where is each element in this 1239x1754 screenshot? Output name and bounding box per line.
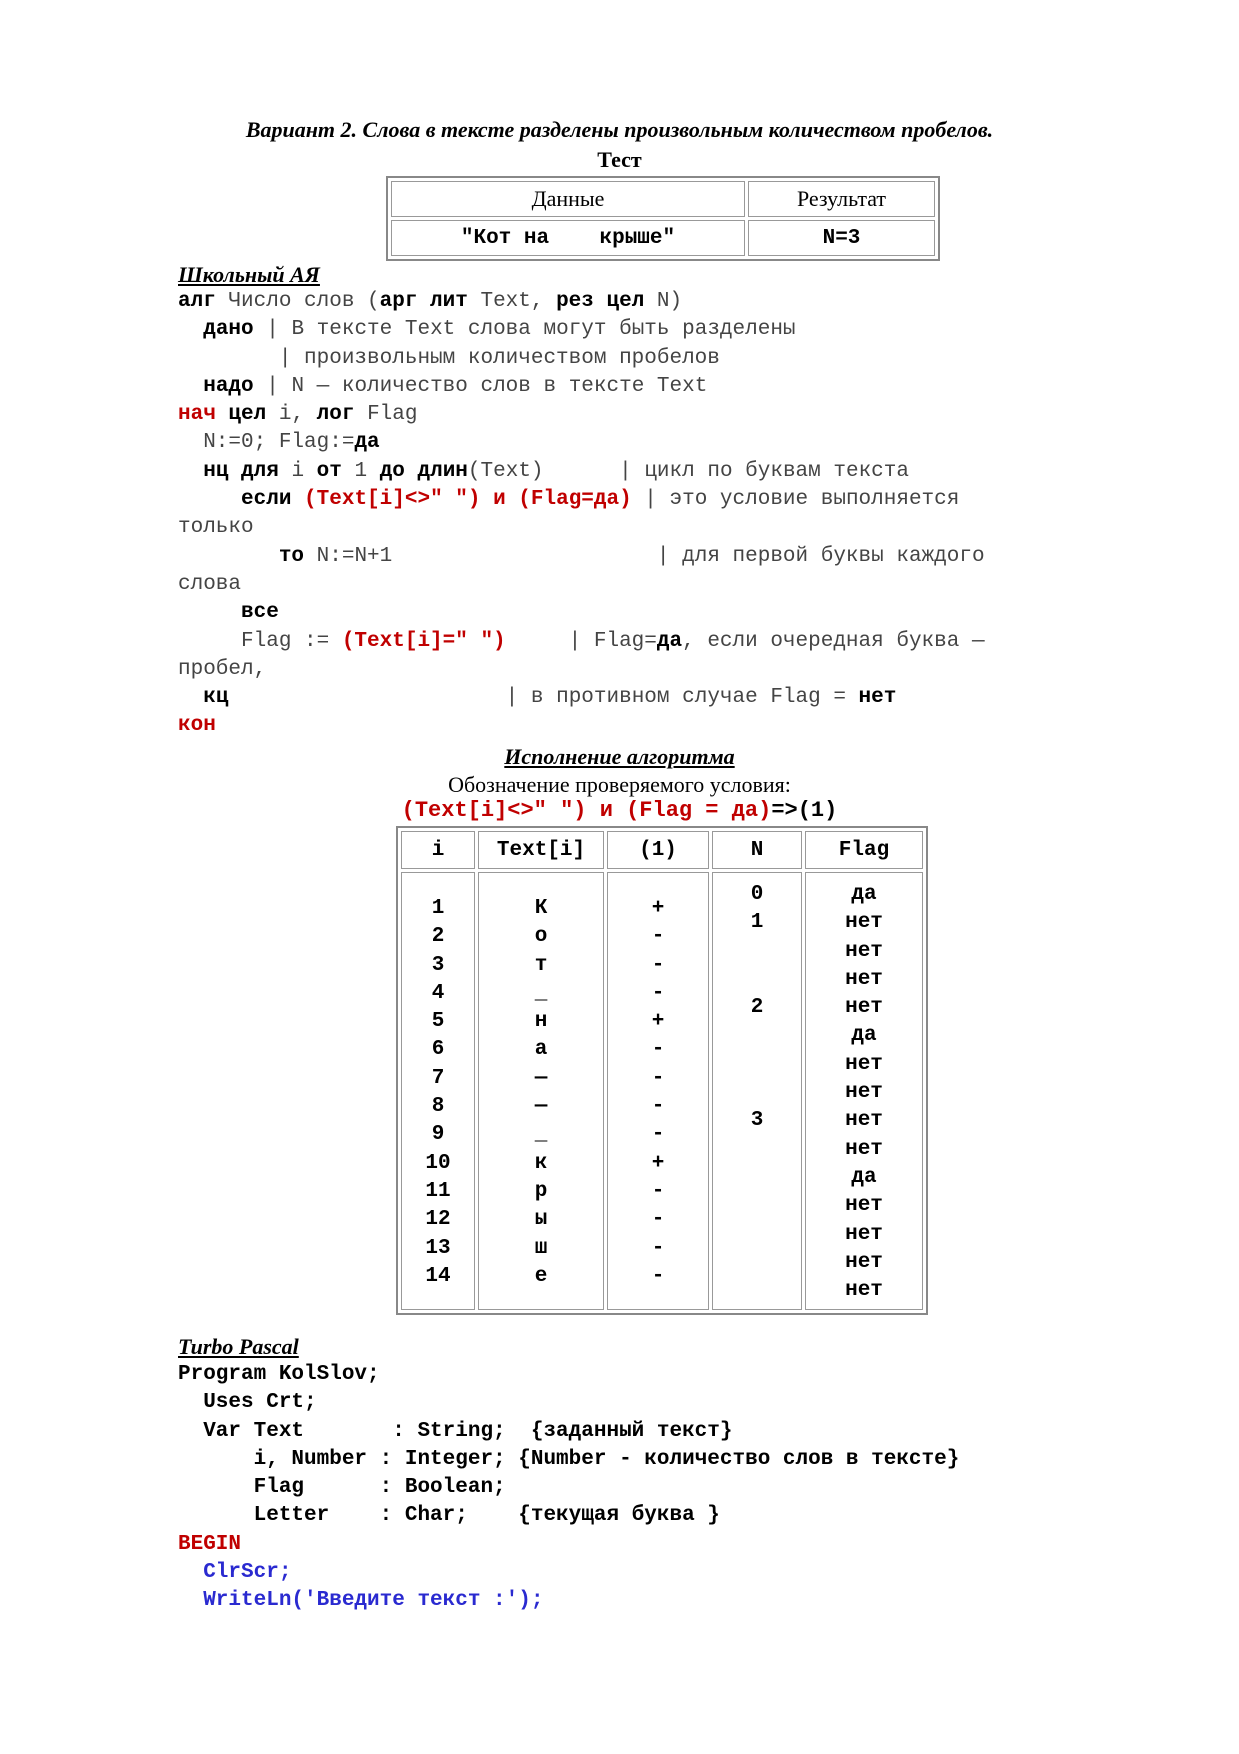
exec-cell-flag: нет — [845, 1250, 883, 1274]
code-comment: , если очередная буква — — [682, 629, 985, 653]
exec-cell-flag: нет — [845, 967, 883, 991]
exec-cell-text: — — [534, 1066, 548, 1090]
kw-cel: цел — [228, 403, 267, 427]
exec-cell-i: 9 — [431, 1123, 445, 1147]
exec-cell-flag: нет — [845, 1194, 883, 1218]
kw-nach: нач — [178, 403, 216, 427]
code-line: i, Number : Integer; {Number - количество слов в тексте} — [178, 1447, 960, 1471]
test-table — [386, 176, 940, 261]
exec-cell-text: а — [534, 1038, 548, 1062]
exec-cell-n: 3 — [750, 1109, 764, 1133]
condition-highlight: (Text[i]=" ") — [341, 629, 506, 653]
code-line: Var Text : String; {заданный текст} — [178, 1419, 733, 1443]
exec-cell-flag: нет — [845, 911, 883, 935]
variant-title: Вариант 2. Слова в тексте разделены произвольным количеством пробелов. — [245, 117, 994, 142]
exec-cell-cond: - — [651, 1066, 665, 1090]
kw-alg: алг — [178, 290, 216, 313]
exec-cell-text: н — [534, 1010, 548, 1034]
exec-cell-flag: да — [851, 1165, 877, 1189]
exec-cell-n — [714, 1221, 800, 1249]
exec-cell-i: 1 — [431, 897, 445, 920]
code-line: ClrScr; — [178, 1561, 292, 1585]
kw-nado: надо — [203, 374, 254, 398]
exec-cell-n: 0 — [750, 883, 764, 906]
exec-note: Обозначение проверяемого условия: — [448, 772, 791, 797]
exec-cell-cond: - — [651, 1264, 665, 1288]
cond-label: =>(1) — [771, 798, 838, 823]
kw-net: нет — [858, 686, 897, 710]
exec-cell-flag: да — [851, 883, 877, 906]
code-text — [178, 488, 241, 511]
exec-col-text — [478, 872, 604, 1310]
exec-cell-n — [714, 1051, 800, 1079]
test-header-data: Данные — [391, 181, 745, 217]
exec-col-flag — [805, 872, 923, 1310]
code-text: Text, — [467, 290, 557, 313]
school-code — [178, 288, 985, 741]
code-comment: N:=N+1 | для первой буквы каждого — [304, 544, 985, 568]
exec-cell-n — [714, 1136, 800, 1164]
exec-cell-flag: нет — [845, 1279, 883, 1303]
exec-condition — [0, 798, 1239, 823]
code-line: WriteLn('Введите текст :'); — [178, 1589, 544, 1613]
exec-cell-cond: - — [651, 1208, 665, 1232]
kw-log: лог — [316, 403, 355, 427]
exec-cell-cond: + — [651, 1010, 665, 1034]
kw-vse: все — [241, 601, 279, 625]
exec-header-cond: (1) — [607, 831, 709, 869]
exec-header-flag: Flag — [805, 831, 923, 869]
exec-cell-cond: - — [651, 1038, 665, 1062]
code-line: Uses Crt; — [178, 1391, 317, 1415]
code-comment: слова — [178, 572, 242, 596]
exec-cell-i: 6 — [431, 1038, 445, 1062]
cond-paren: ( — [401, 798, 415, 823]
exec-header-i: i — [401, 831, 475, 869]
exec-cell-cond: - — [651, 1236, 665, 1260]
test-data-value: "Кот на крыше" — [391, 220, 745, 256]
exec-cell-text: ш — [534, 1236, 548, 1260]
exec-cell-flag: нет — [845, 1109, 883, 1133]
exec-cell-n — [714, 1277, 800, 1305]
exec-cell-text: о — [534, 925, 548, 949]
kw-esli: если — [241, 488, 292, 512]
exec-cell-text: _ — [534, 981, 548, 1005]
exec-cell-n: 2 — [750, 996, 764, 1020]
cond-expr: Text[i]<>" ") и (Flag = да) — [414, 798, 772, 823]
exec-cell-text: _ — [534, 1123, 548, 1147]
exec-cell-flag: нет — [845, 1222, 883, 1246]
exec-cell-i: 10 — [425, 1151, 451, 1175]
code-text — [178, 375, 203, 398]
code-text: Число слов ( — [215, 290, 380, 313]
exec-cell-i: 7 — [431, 1066, 445, 1090]
code-comment: | в противном случае Flag = — [228, 686, 859, 710]
exec-cell-text: — — [534, 1095, 548, 1119]
kw-arg: арг лит — [379, 290, 468, 313]
code-text — [291, 488, 304, 511]
exec-cell-n — [714, 1249, 800, 1277]
exec-cell-flag: да — [851, 1024, 877, 1048]
exec-cell-cond: - — [651, 981, 665, 1005]
code-text: i — [278, 459, 317, 483]
kw-begin: BEGIN — [178, 1532, 242, 1556]
exec-cell-i: 11 — [425, 1179, 451, 1203]
exec-cell-text: ы — [534, 1208, 548, 1232]
code-comment: | В тексте Text слова могут быть разделены — [253, 318, 796, 342]
exec-col-n — [712, 872, 802, 1310]
code-comment: | это условие выполняется — [631, 488, 960, 512]
exec-cell-cond: + — [651, 1151, 665, 1175]
exec-cell-flag: нет — [845, 1081, 883, 1105]
code-line: Flag : Boolean; — [178, 1476, 506, 1500]
code-text: Flag — [354, 403, 418, 427]
exec-col-cond — [607, 872, 709, 1310]
code-text — [178, 318, 203, 341]
exec-cell-cond: + — [651, 897, 665, 920]
exec-cell-i: 8 — [431, 1095, 445, 1119]
code-comment: | Flag= — [505, 629, 657, 653]
code-text — [178, 545, 279, 568]
kw-kon: кон — [178, 714, 216, 738]
exec-cell-n — [714, 938, 800, 966]
code-text: 1 — [341, 459, 380, 483]
kw-dano: дано — [203, 318, 254, 342]
condition-highlight: (Text[i]<>" ") и (Flag=да) — [304, 488, 632, 512]
code-text: Flag := — [178, 629, 342, 653]
exec-cell-flag: нет — [845, 1137, 883, 1161]
exec-header-n: N — [712, 831, 802, 869]
exec-cell-cond: - — [651, 1123, 665, 1147]
exec-heading: Исполнение алгоритма — [504, 744, 735, 769]
code-text — [178, 460, 203, 483]
exec-cell-cond: - — [651, 1095, 665, 1119]
exec-cell-i: 5 — [431, 1010, 445, 1034]
exec-cell-i: 12 — [425, 1208, 451, 1232]
code-text: N) — [644, 290, 683, 313]
exec-cell-i: 4 — [431, 981, 445, 1005]
exec-cell-i: 2 — [431, 925, 445, 949]
exec-cell-n — [714, 1079, 800, 1107]
test-caption: Тест — [597, 147, 642, 172]
exec-cell-flag: нет — [845, 1052, 883, 1076]
exec-header-text: Text[i] — [478, 831, 604, 869]
code-text: N:=0; Flag:= — [178, 431, 355, 455]
exec-cell-text: т — [534, 953, 548, 977]
code-text — [178, 601, 241, 624]
exec-cell-i: 3 — [431, 953, 445, 977]
exec-cell-text: к — [534, 1151, 548, 1175]
test-result-value: N=3 — [748, 220, 935, 256]
code-text: i, — [266, 403, 317, 427]
code-comment: (Text) | цикл по буквам текста — [467, 459, 909, 483]
code-text — [216, 403, 229, 426]
exec-cell-cond: - — [651, 1179, 665, 1203]
exec-cell-n — [714, 1192, 800, 1220]
exec-cell-i: 13 — [425, 1236, 451, 1260]
exec-cell-cond: - — [651, 953, 665, 977]
exec-cell-text: е — [534, 1264, 548, 1288]
code-text — [178, 686, 203, 709]
kw-to: то — [278, 544, 305, 568]
pascal-heading: Turbo Pascal — [178, 1334, 299, 1359]
exec-col-i — [401, 872, 475, 1310]
exec-cell-text: р — [534, 1179, 548, 1203]
code-comment: | произвольным количеством пробелов — [178, 346, 720, 370]
exec-cell-i: 14 — [425, 1264, 451, 1288]
pascal-code — [178, 1361, 959, 1616]
code-comment: только — [178, 516, 254, 540]
kw-do: до длин — [379, 459, 468, 483]
school-heading: Школьный АЯ — [178, 262, 320, 287]
exec-table — [396, 826, 928, 1315]
exec-cell-n — [714, 1022, 800, 1050]
code-comment: пробел, — [178, 657, 267, 681]
kw-da: да — [354, 431, 380, 455]
test-header-result: Результат — [748, 181, 935, 217]
exec-cell-flag: нет — [845, 996, 883, 1020]
code-comment: | N — количество слов в тексте Text — [253, 374, 708, 398]
exec-cell-n — [714, 966, 800, 994]
exec-cell-text: К — [534, 897, 548, 920]
code-line: Letter : Char; {текущая буква } — [178, 1504, 720, 1528]
exec-cell-cond: - — [651, 925, 665, 949]
kw-kc: кц — [203, 686, 229, 710]
kw-da: да — [656, 629, 683, 653]
kw-ot: от — [316, 459, 342, 483]
exec-cell-n: 1 — [750, 911, 764, 935]
code-line: Program KolSlov; — [178, 1363, 380, 1386]
exec-cell-flag: нет — [845, 939, 883, 963]
exec-cell-n — [714, 1164, 800, 1192]
kw-nc: нц для — [203, 459, 279, 483]
kw-rez: рез цел — [556, 290, 645, 313]
